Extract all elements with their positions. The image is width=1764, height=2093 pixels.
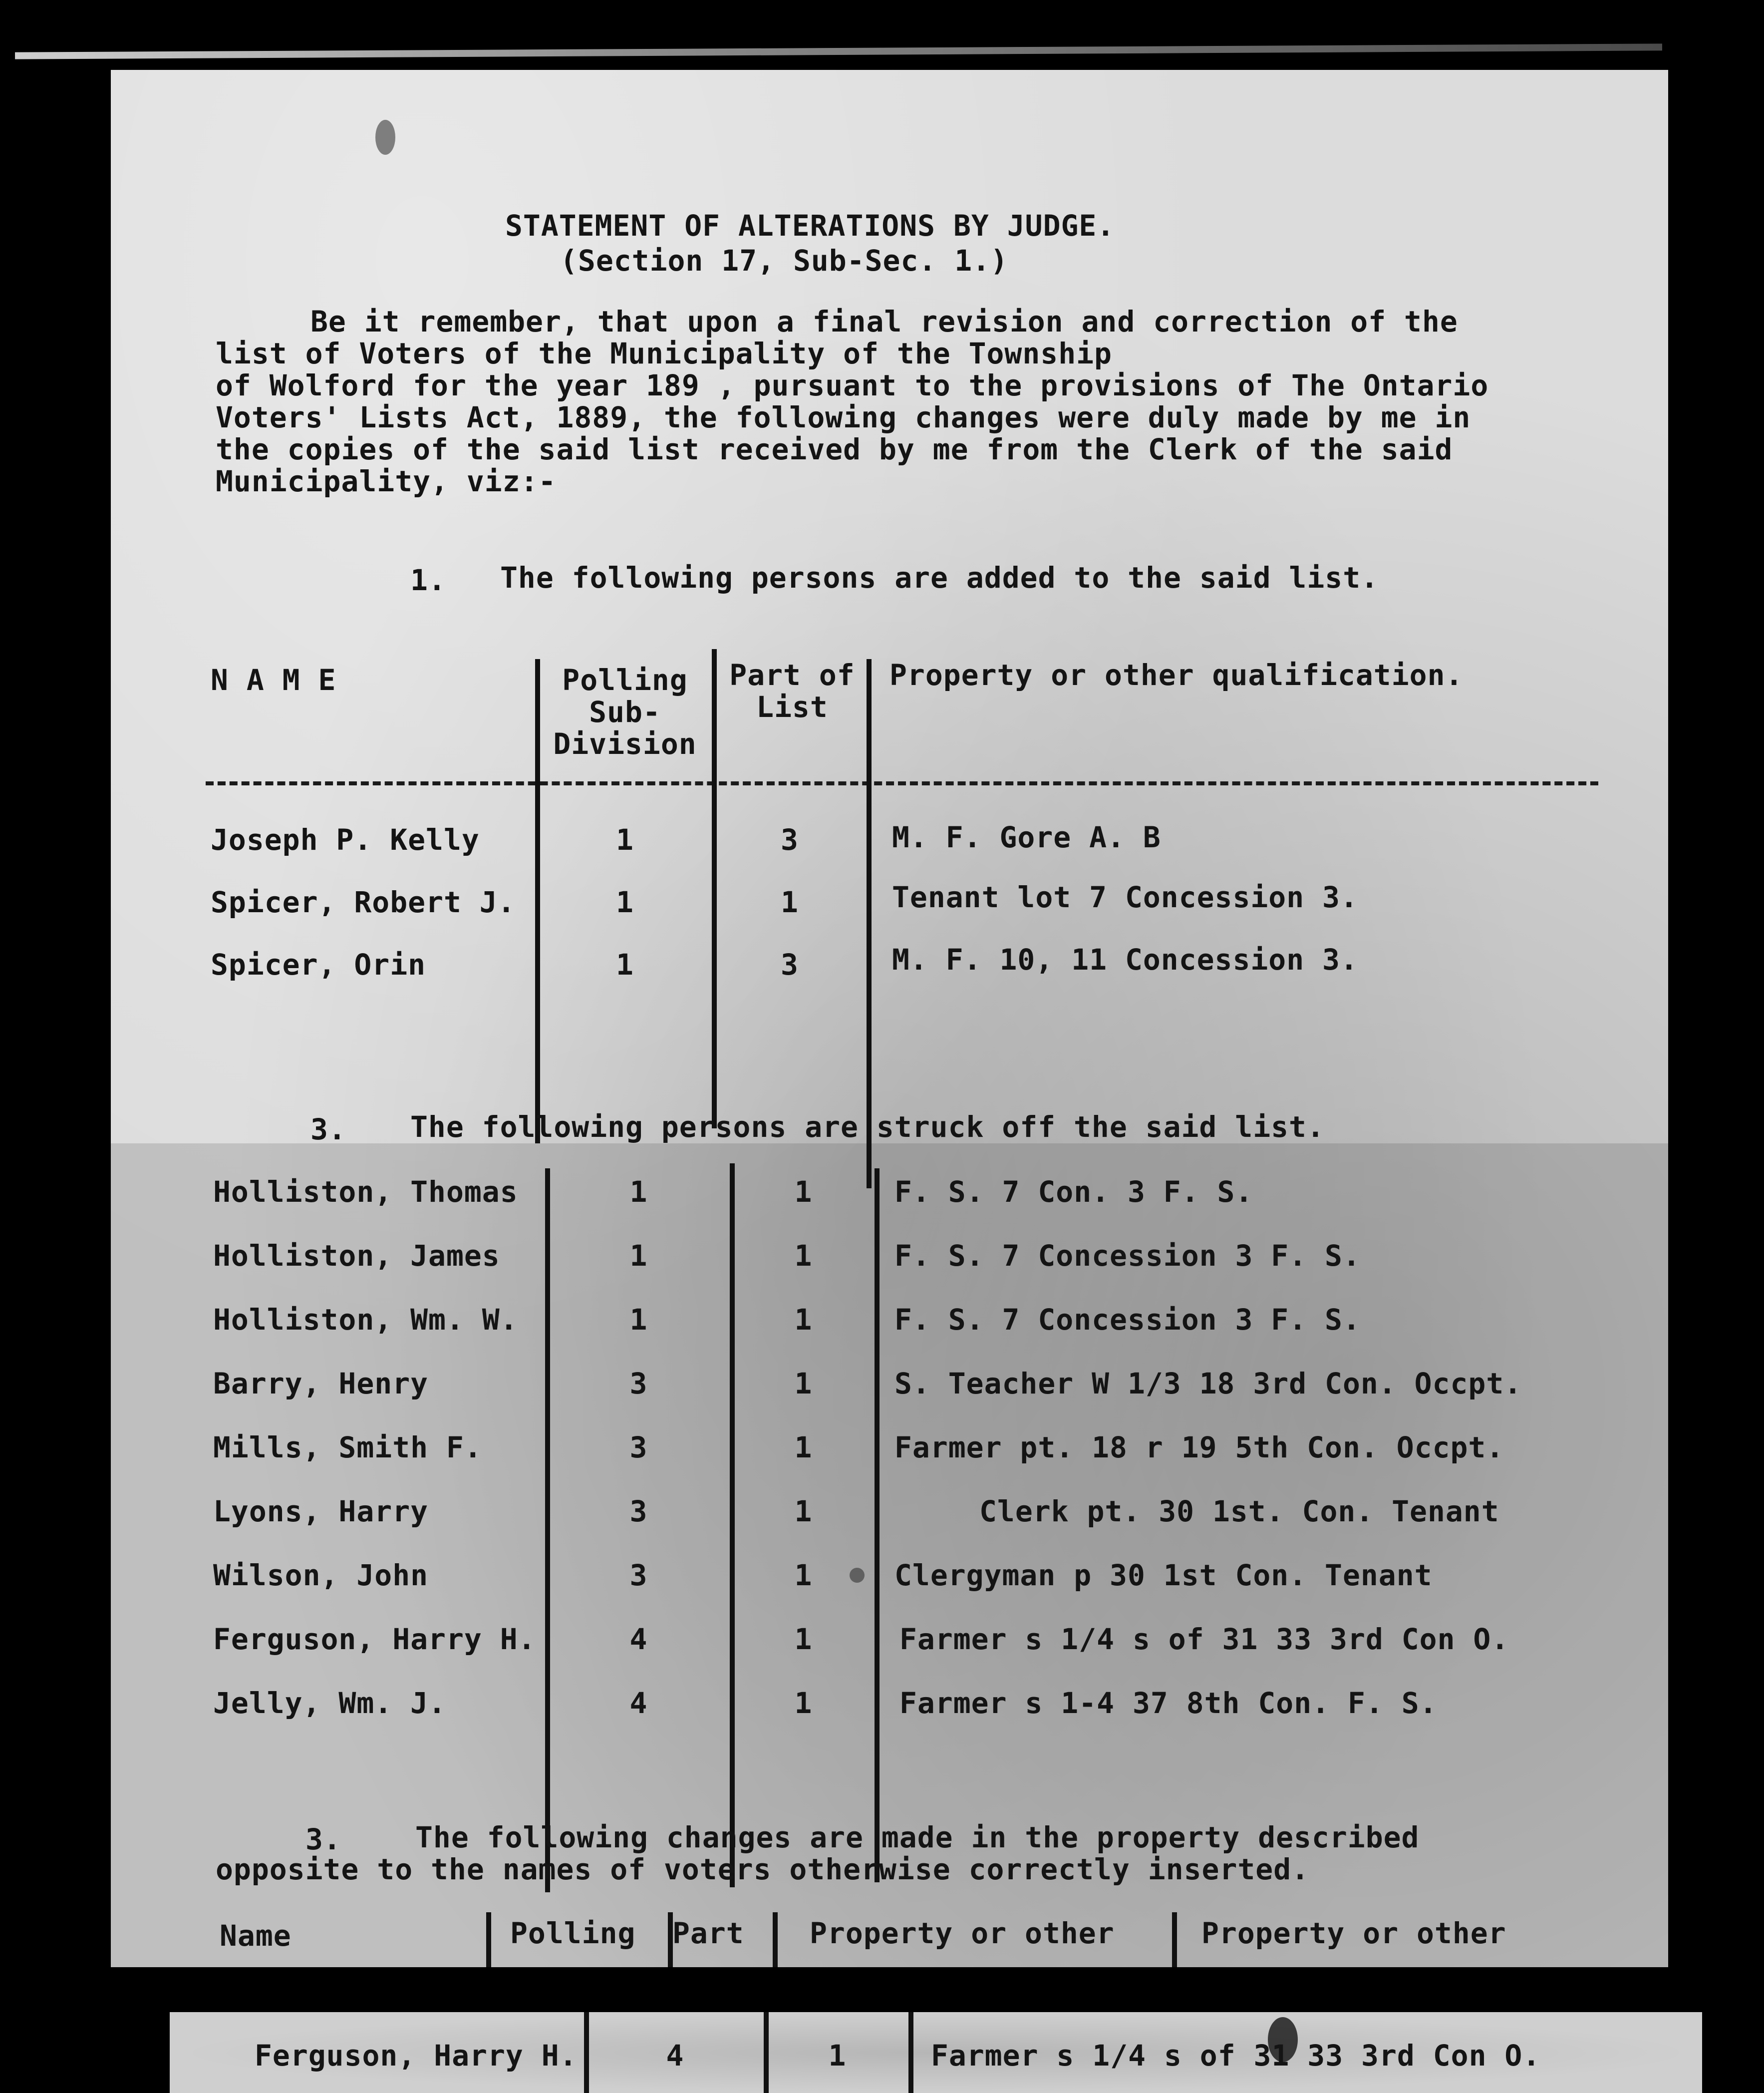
film-border-top [0, 0, 1764, 70]
column-header-property-old: Property or other [810, 1916, 1115, 1950]
polling-division: 1 [629, 1303, 648, 1337]
section-1-heading: The following persons are added to the said list. [500, 561, 1379, 595]
part-of-list: 1 [781, 885, 799, 919]
intro-line: Municipality, viz:- [216, 464, 557, 498]
voter-name: Holliston, Thomas [213, 1175, 518, 1209]
section-3-heading: The following changes are made in the property described [415, 1820, 1420, 1854]
column-divider [773, 1912, 778, 1967]
voter-name: Joseph P. Kelly [211, 823, 480, 857]
polling-division: 4 [629, 1622, 648, 1656]
document-page [111, 70, 1668, 1967]
voter-name: Spicer, Robert J. [211, 885, 516, 919]
ink-smudge [375, 120, 395, 155]
polling-division: 1 [616, 948, 634, 982]
part-of-list: 3 [781, 948, 799, 982]
voter-name: Holliston, Wm. W. [213, 1303, 518, 1337]
qualification: Tenant lot 7 Concession 3. [892, 880, 1358, 914]
qualification: M. F. Gore A. B [892, 820, 1161, 854]
intro-line: of Wolford for the year 189 , pursuant to the provisions of The Ontario [216, 368, 1489, 402]
qualification: M. F. 10, 11 Concession 3. [892, 943, 1358, 977]
column-header-polling: Sub- [589, 695, 661, 729]
column-header-part: Part [672, 1916, 744, 1950]
column-header-name: N A M E [211, 663, 336, 697]
qualification: Farmer s 1/4 s of 31 33 3rd Con O. [899, 1622, 1509, 1656]
column-divider [875, 1168, 880, 1882]
qualification: Clerk pt. 30 1st. Con. Tenant [979, 1494, 1499, 1528]
column-header-polling: Polling [562, 663, 688, 697]
part-of-list: 1 [794, 1175, 813, 1209]
column-divider [1172, 1912, 1177, 1967]
part-of-list: 1 [828, 2039, 847, 2073]
column-divider [545, 1168, 550, 1892]
intro-line: list of Voters of the Municipality of the Township [216, 337, 1112, 370]
part-of-list: 1 [794, 1303, 813, 1337]
column-header-property-new: Property or other [1201, 1916, 1506, 1950]
voter-name: Ferguson, Harry H. [213, 1622, 536, 1656]
header-rule [206, 781, 1598, 785]
column-header-polling: Polling [510, 1916, 636, 1950]
intro-line: Voters' Lists Act, 1889, the following changes were duly made by me in [216, 400, 1471, 434]
part-of-list: 1 [794, 1367, 813, 1400]
polling-division: 3 [629, 1494, 648, 1528]
polling-division: 3 [629, 1430, 648, 1464]
qualification: S. Teacher W 1/3 18 3rd Con. Occpt. [894, 1367, 1522, 1400]
polling-division: 3 [629, 1367, 648, 1400]
part-of-list: 1 [794, 1239, 813, 1273]
section-3-heading: opposite to the names of voters otherwise correctly inserted. [216, 1852, 1310, 1886]
qualification: Farmer pt. 18 r 19 5th Con. Occpt. [894, 1430, 1504, 1464]
part-of-list: 1 [794, 1622, 813, 1656]
column-header-polling: Division [553, 727, 697, 761]
part-of-list: 1 [794, 1494, 813, 1528]
polling-division: 4 [629, 1686, 648, 1720]
qualification: Farmer s 1-4 37 8th Con. F. S. [899, 1686, 1438, 1720]
column-divider [584, 2012, 589, 2093]
polling-division: 1 [629, 1175, 648, 1209]
column-header-name: Name [220, 1919, 292, 1953]
polling-division: 1 [616, 823, 634, 857]
voter-name: Ferguson, Harry H. [255, 2039, 578, 2073]
voter-name: Jelly, Wm. J. [213, 1686, 446, 1720]
voter-name: Spicer, Orin [211, 948, 426, 982]
intro-line: the copies of the said list received by me from the Clerk of the said [216, 432, 1453, 466]
continuation-strip [170, 2012, 1702, 2093]
qualification: F. S. 7 Concession 3 F. S. [894, 1239, 1361, 1273]
part-of-list: 3 [781, 823, 799, 857]
column-divider [764, 2012, 769, 2093]
intro-line: Be it remember, that upon a final revision and correction of the [310, 305, 1458, 339]
column-divider [535, 659, 540, 1143]
film-stripe [15, 43, 1662, 59]
column-divider [730, 1163, 735, 1887]
polling-division: 3 [629, 1558, 648, 1592]
qualification: Clergyman p 30 1st Con. Tenant [894, 1558, 1433, 1592]
section-3-number: 3. [305, 1822, 341, 1856]
qualification: F. S. 7 Concession 3 F. S. [894, 1303, 1361, 1337]
part-of-list: 1 [794, 1558, 813, 1592]
column-header-part: List [756, 690, 828, 724]
column-divider [867, 659, 872, 1188]
polling-division: 4 [666, 2039, 684, 2073]
qualification: F. S. 7 Con. 3 F. S. [894, 1175, 1253, 1209]
voter-name: Holliston, James [213, 1239, 500, 1273]
polling-division: 1 [629, 1239, 648, 1273]
page-title: STATEMENT OF ALTERATIONS BY JUDGE. [505, 209, 1115, 243]
section-1-number: 1. [410, 563, 446, 597]
voter-name: Mills, Smith F. [213, 1430, 482, 1464]
qualification: Farmer s 1/4 s of 31 33 3rd Con O. [931, 2039, 1541, 2073]
column-header-part: Part of [729, 658, 855, 692]
polling-division: 1 [616, 885, 634, 919]
page-subtitle: (Section 17, Sub-Sec. 1.) [560, 244, 1008, 278]
section-2-heading: The following persons are struck off the said list. [410, 1110, 1325, 1144]
voter-name: Wilson, John [213, 1558, 429, 1592]
column-divider [486, 1912, 491, 1967]
column-header-property: Property or other qualification. [889, 658, 1464, 692]
voter-name: Lyons, Harry [213, 1494, 429, 1528]
column-divider [908, 2012, 913, 2093]
voter-name: Barry, Henry [213, 1367, 429, 1400]
part-of-list: 1 [794, 1430, 813, 1464]
part-of-list: 1 [794, 1686, 813, 1720]
section-2-number: 3. [310, 1112, 346, 1146]
